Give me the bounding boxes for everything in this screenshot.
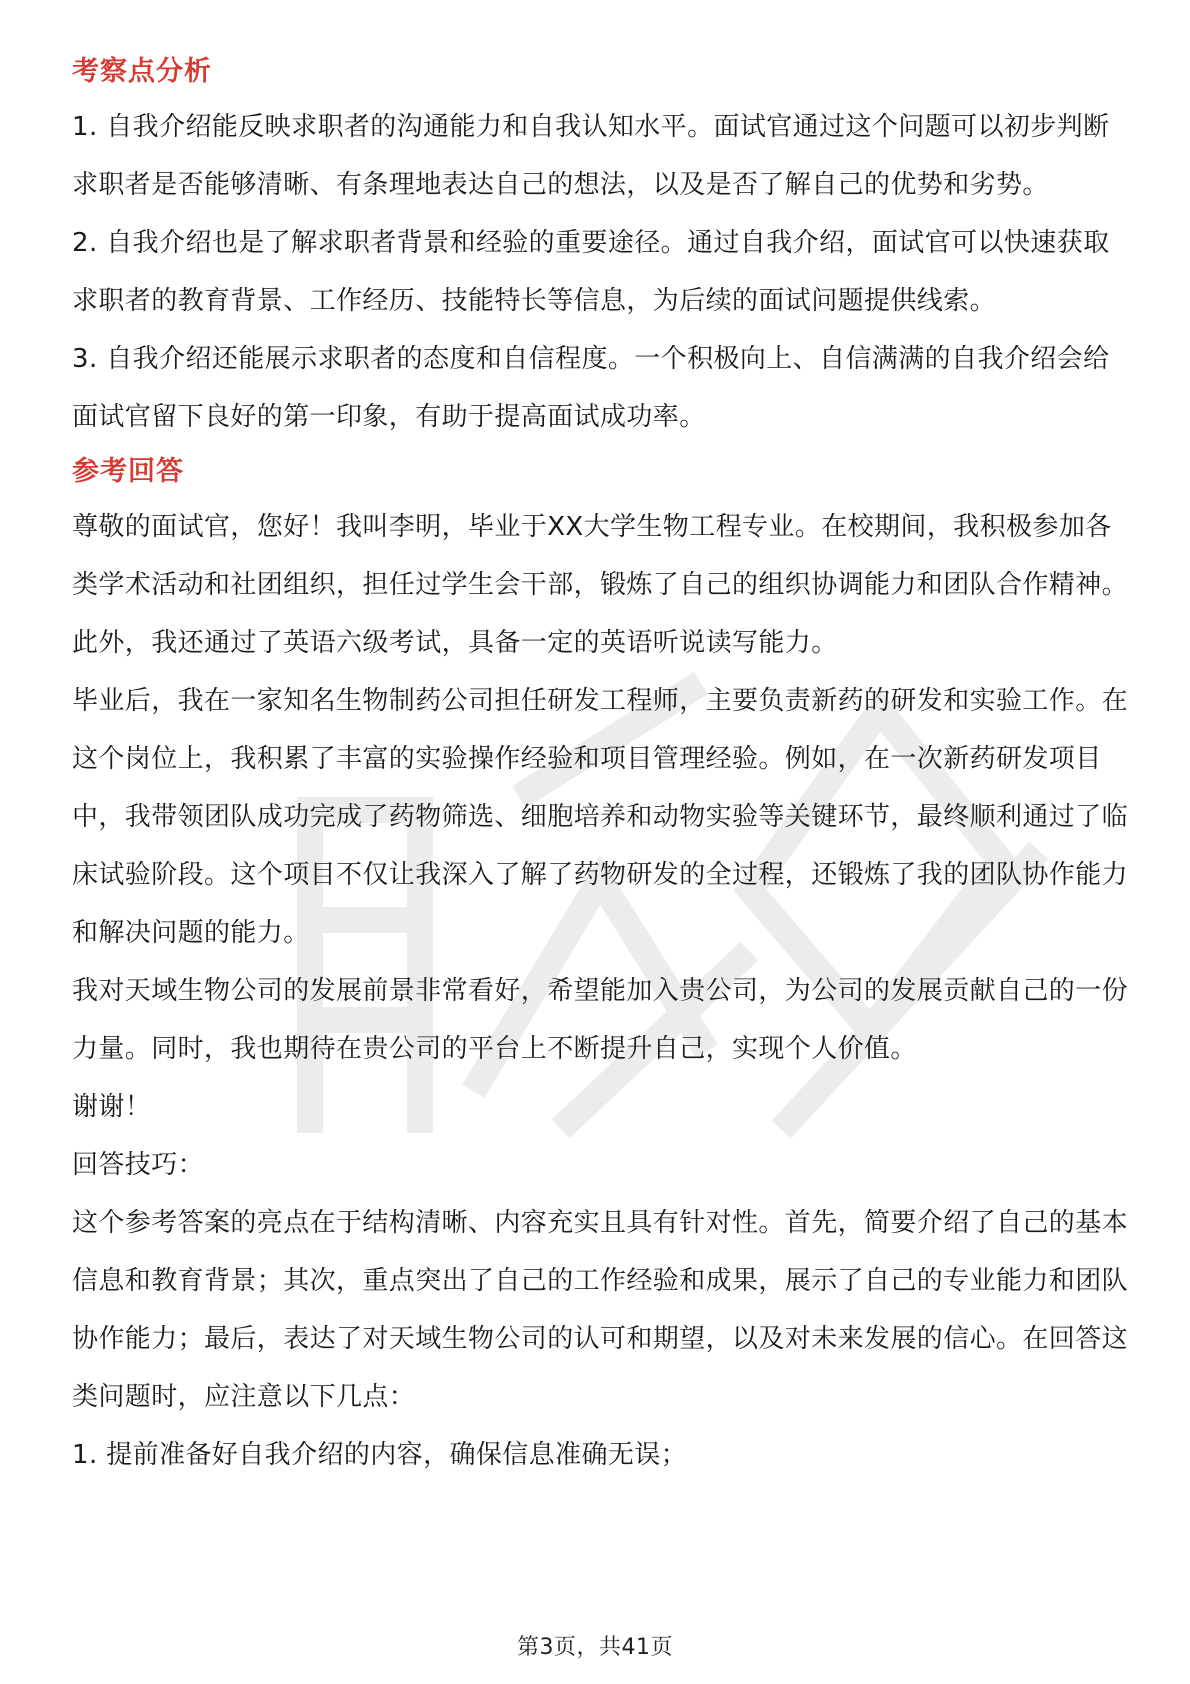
tips-list-item: 1. 提前准备好自我介绍的内容，确保信息准确无误；	[72, 1440, 688, 1470]
tips-paragraph: 这个参考答案的亮点在于结构清晰、内容充实且具有针对性。首先，简要介绍了自己的基本信息和教育背景；其次，重点突出了自己的工作经验和成果，展示了自己的专业能力和团队协作能力；最后，表达了对天域生物公司的认可和期望，以及对未来发展的信心。在回答这类问题时，应注意以下几点：	[72, 1208, 1129, 1412]
page-number: 第3页，共41页	[517, 1635, 673, 1660]
analysis-section-title: 考察点分析	[72, 56, 212, 87]
tips-heading: 回答技巧：	[72, 1150, 205, 1180]
analysis-paragraph: 1. 自我介绍能反映求职者的沟通能力和自我认知水平。面试官通过这个问题可以初步判断求职者是否能够清晰、有条理地表达自己的想法，以及是否了解自己的优势和劣势。	[72, 112, 1110, 200]
document-page	[72, 46, 1132, 1484]
reference-paragraph: 尊敬的面试官，您好！我叫李明，毕业于XX大学生物工程专业。在校期间，我积极参加各类学术活动和社团组织，担任过学生会干部，锻炼了自己的组织协调能力和团队合作精神。此外，我还通过了英语六级考试，具备一定的英语听说读写能力。	[72, 512, 1129, 658]
reference-paragraph: 谢谢！	[72, 1092, 152, 1122]
reference-paragraph: 毕业后，我在一家知名生物制药公司担任研发工程师，主要负责新药的研发和实验工作。在这个岗位上，我积累了丰富的实验操作经验和项目管理经验。例如，在一次新药研发项目中，我带领团队成功完成了药物筛选、细胞培养和动物实验等关键环节，最终顺利通过了临床试验阶段。这个项目不仅让我深入了解了药物研发的全过程，还锻炼了我的团队协作能力和解决问题的能力。	[72, 686, 1129, 948]
reference-paragraph: 我对天域生物公司的发展前景非常看好，希望能加入贵公司，为公司的发展贡献自己的一份力量。同时，我也期待在贵公司的平台上不断提升自己，实现个人价值。	[72, 976, 1129, 1064]
analysis-paragraph: 3. 自我介绍还能展示求职者的态度和自信程度。一个积极向上、自信满满的自我介绍会给面试官留下良好的第一印象，有助于提高面试成功率。	[72, 344, 1110, 432]
analysis-paragraph: 2. 自我介绍也是了解求职者背景和经验的重要途径。通过自我介绍，面试官可以快速获取求职者的教育背景、工作经历、技能特长等信息，为后续的面试问题提供线索。	[72, 228, 1110, 316]
reference-section-title: 参考回答	[72, 456, 184, 487]
